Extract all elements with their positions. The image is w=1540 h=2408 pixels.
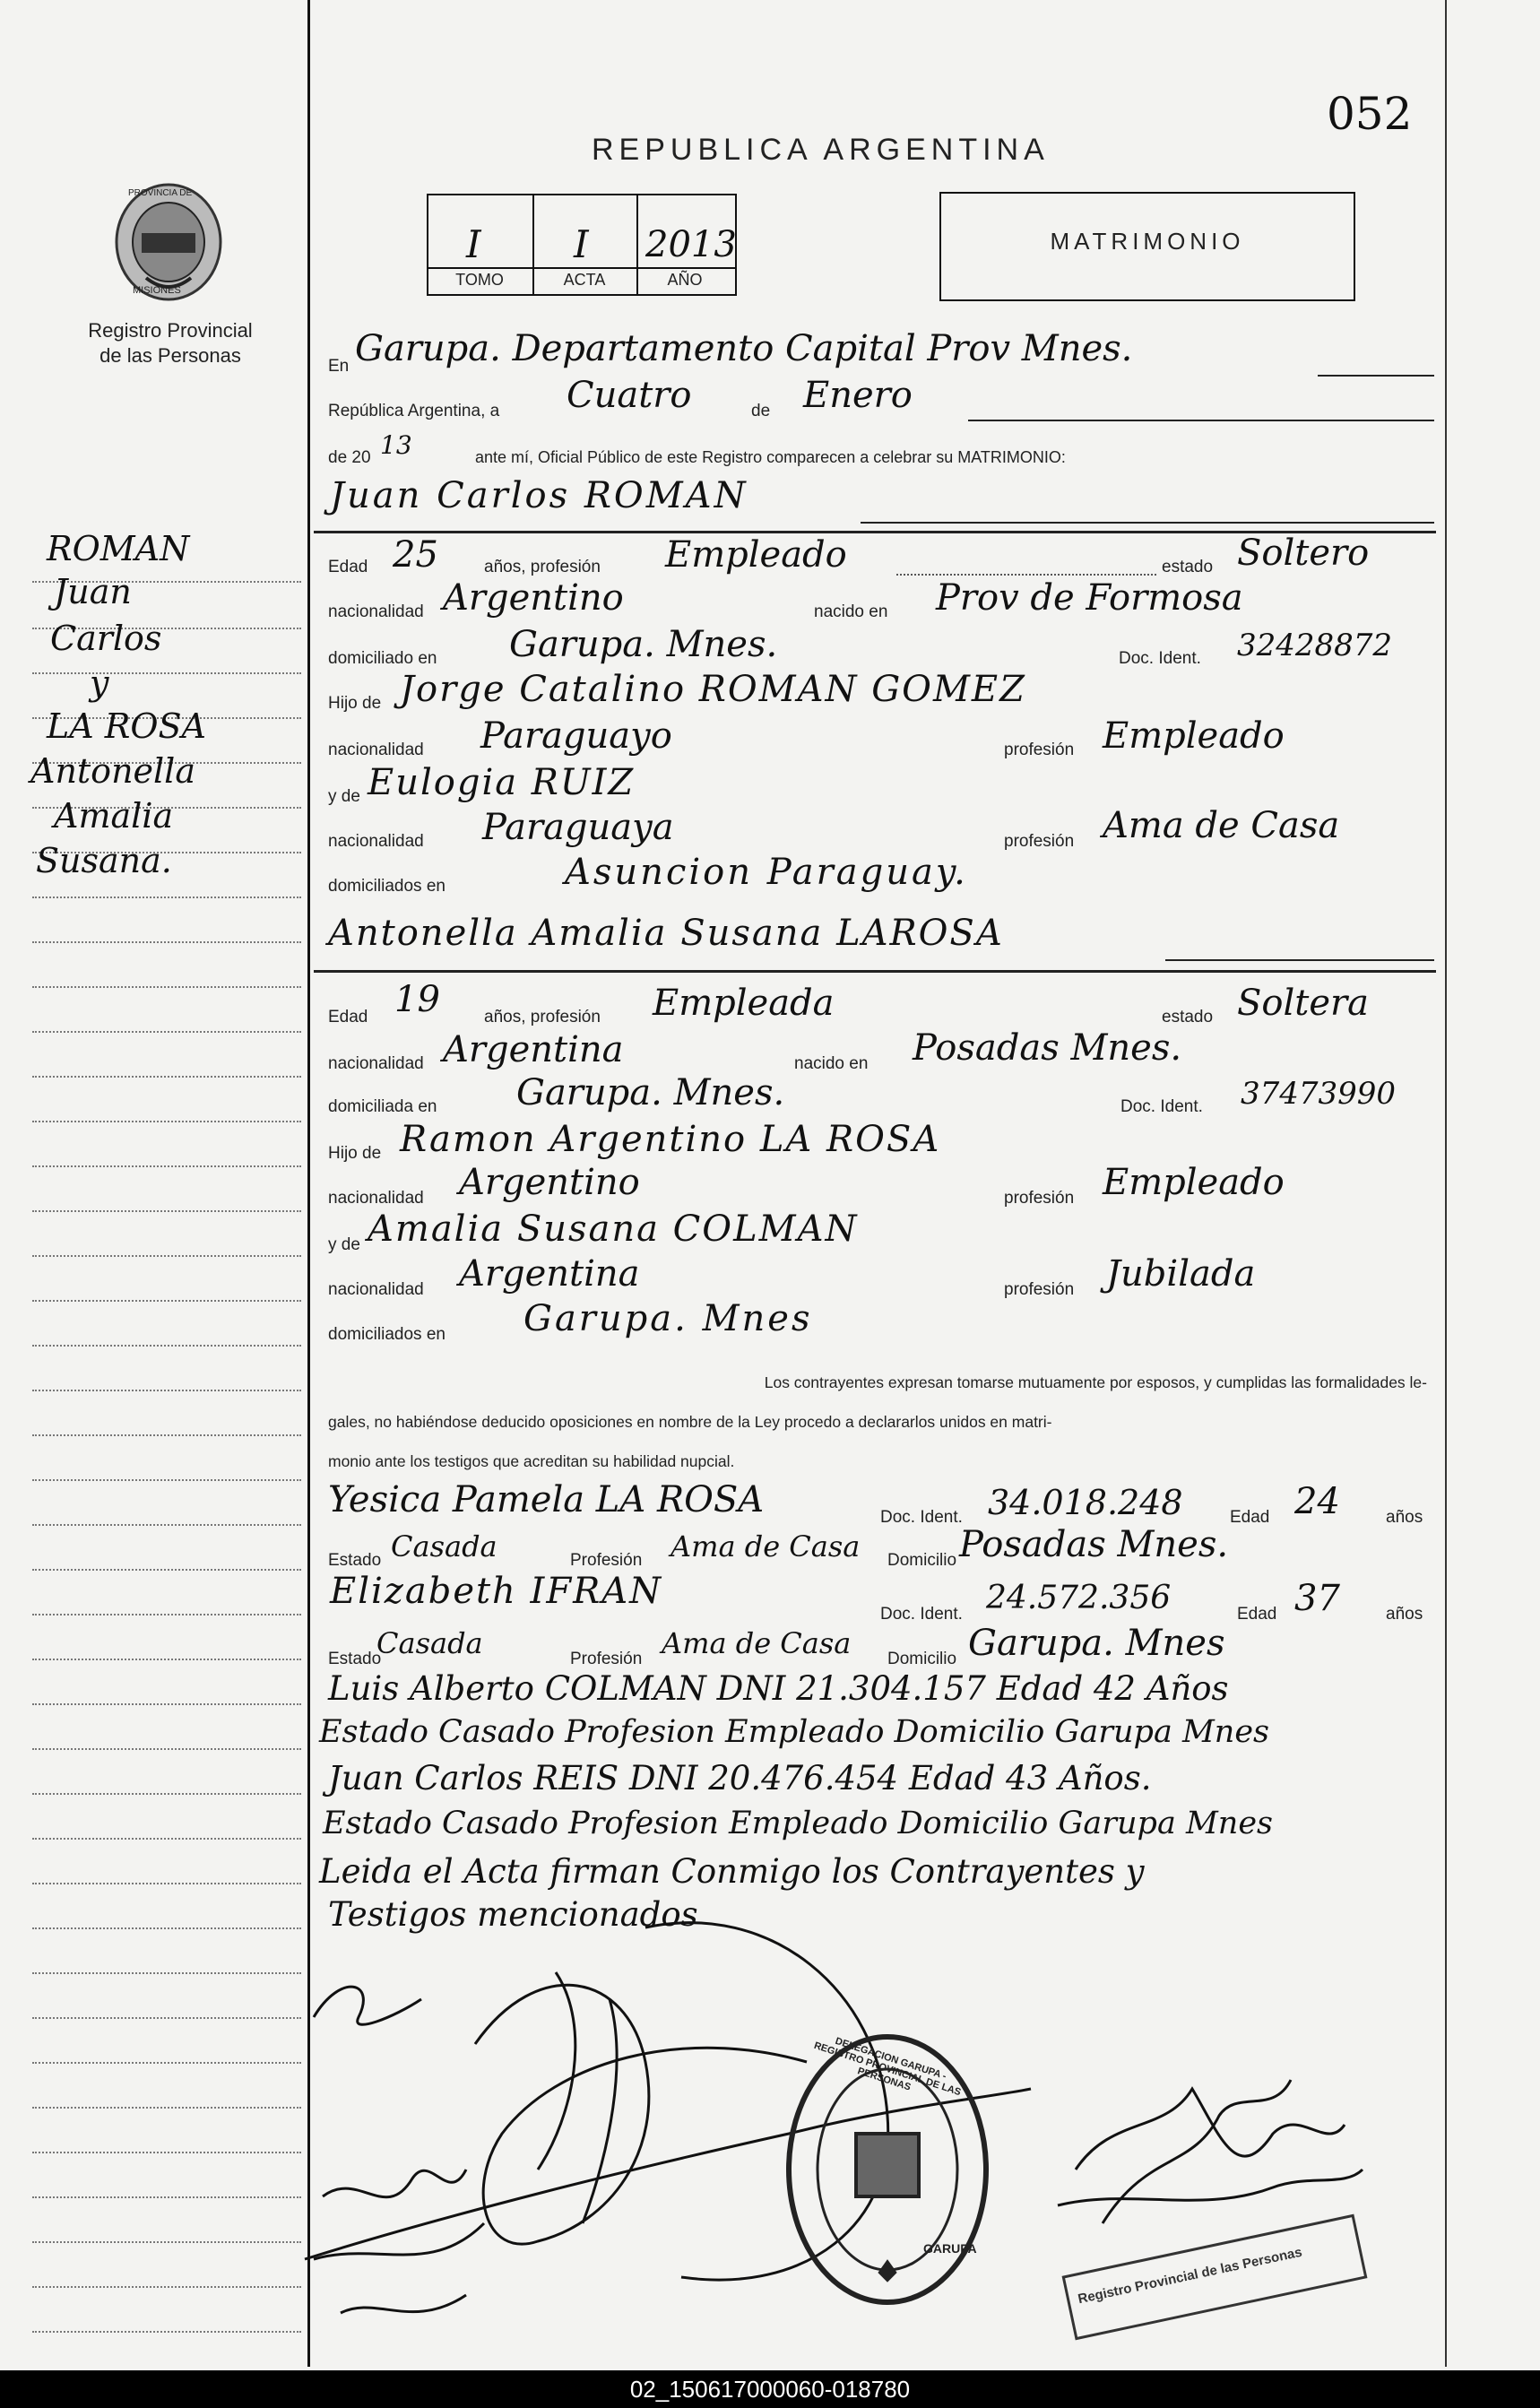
c2-padre-prof: Empleado: [1103, 1162, 1285, 1203]
c2-padres-dom: Garupa. Mnes: [523, 1298, 813, 1339]
act-dia: Cuatro: [567, 375, 692, 416]
seal-top-text: PROVINCIA DE: [128, 188, 193, 198]
agency-line2: de las Personas: [99, 344, 241, 367]
c1-padres-dom: Asuncion Paraguay.: [565, 852, 968, 893]
act-mes: Enero: [803, 375, 913, 416]
t2-profesion: Ama de Casa: [662, 1626, 852, 1660]
c1-label-estado: estado: [1162, 558, 1214, 576]
c1-label-nac: nacionalidad: [328, 602, 424, 621]
margin-note-6: Amalia: [54, 796, 174, 836]
c2-label-dom: domiciliada en: [328, 1097, 437, 1116]
margin-note-4: LA ROSA: [47, 706, 206, 746]
c1-domicilio: Garupa. Mnes.: [509, 624, 778, 665]
c1-padre-prof: Empleado: [1103, 715, 1285, 757]
c2-estado: Soltera: [1237, 983, 1369, 1024]
t2-doc: 24.572.356: [986, 1580, 1172, 1616]
t1-label-doc: Doc. Ident.: [880, 1508, 963, 1527]
c2-label-madre-prof: profesión: [1004, 1280, 1075, 1299]
c2-nacido-en: Posadas Mnes.: [913, 1027, 1182, 1069]
page-number: 052: [1327, 88, 1413, 140]
margin-note-2: Carlos: [50, 619, 162, 658]
c1-nombre: Juan Carlos ROMAN: [330, 475, 748, 516]
c2-label-doc: Doc. Ident.: [1120, 1097, 1203, 1116]
c2-madre-prof: Jubilada: [1106, 1253, 1256, 1295]
t2-label-prof: Profesión: [570, 1650, 643, 1668]
t2-label-dom: Domicilio: [887, 1650, 957, 1668]
c2-label-nac: nacionalidad: [328, 1054, 424, 1073]
c1-padre-nac: Paraguayo: [480, 715, 672, 757]
c2-label-y-de: y de: [328, 1235, 360, 1254]
declaration-line-1: gales, no habiéndose deducido oposiciones en nombre de la Ley procedo a declararlos unidos en matri-: [328, 1413, 1052, 1431]
t2-edad: 37: [1294, 1578, 1340, 1619]
c1-label-hijo: Hijo de: [328, 694, 382, 713]
c2-doc: 37473990: [1241, 1076, 1397, 1112]
c2-label-anos-prof: años, profesión: [484, 1008, 601, 1026]
c1-doc: 32428872: [1237, 628, 1393, 663]
c2-profesion: Empleada: [653, 983, 835, 1024]
stamp-ring-text: DELEGACION GARUPA - REGISTRO PROVINCIAL DE LAS PERSONAS: [812, 2035, 963, 2099]
agency-line1: Registro Provincial: [88, 319, 253, 342]
t1-label-estado: Estado: [328, 1551, 382, 1570]
c1-madre: Eulogia RUIZ: [368, 762, 636, 803]
country-title: REPUBLICA ARGENTINA: [592, 133, 1050, 167]
act-type: MATRIMONIO: [1050, 228, 1245, 255]
c2-nombre: Antonella Amalia Susana LAROSA: [328, 913, 1004, 954]
c2-label-hijo: Hijo de: [328, 1144, 382, 1163]
note-line-2: Juan Carlos REIS DNI 20.476.454 Edad 43 Años.: [328, 1759, 1152, 1797]
c1-label-ydé: y de: [328, 787, 360, 806]
t1-doc: 34.018.248: [988, 1483, 1183, 1522]
margin-note-1: Juan: [54, 572, 132, 611]
c2-label-estado: estado: [1162, 1008, 1214, 1026]
label-de-20: de 20: [328, 448, 371, 467]
t2-label-estado: Estado: [328, 1650, 382, 1668]
margin-note-0: ROMAN: [47, 529, 190, 568]
c2-madre-nac: Argentina: [459, 1253, 640, 1295]
tomo-label: TOMO: [455, 271, 504, 289]
anio-label: AÑO: [667, 271, 703, 289]
t2-nombre: Elizabeth IFRAN: [330, 1571, 663, 1612]
note-line-4: Leida el Acta firman Conmigo los Contrayentes y: [319, 1852, 1145, 1891]
t1-estado: Casada: [391, 1529, 497, 1563]
t2-label-anos: años: [1386, 1605, 1423, 1624]
c1-label-padre-prof: profesión: [1004, 741, 1075, 759]
c2-edad: 19: [394, 979, 440, 1020]
t2-label-edad: Edad: [1237, 1605, 1277, 1624]
c1-nacionalidad: Argentino: [443, 577, 624, 619]
note-line-5: Testigos mencionados: [328, 1895, 698, 1934]
c2-madre: Amalia Susana COLMAN: [368, 1208, 859, 1250]
c2-label-madre-nac: nacionalidad: [328, 1280, 424, 1299]
declaration-line-0: Los contrayentes expresan tomarse mutuamente por esposos, y cumplidas las formalidades le-: [764, 1373, 1427, 1391]
c1-madre-prof: Ama de Casa: [1103, 805, 1340, 846]
c1-label-doc: Doc. Ident.: [1119, 649, 1201, 668]
t1-label-anos: años: [1386, 1508, 1423, 1527]
registry-stamp-text: Registro Provincial de las Personas: [1077, 2244, 1304, 2308]
t2-domicilio: Garupa. Mnes: [968, 1623, 1225, 1664]
t1-profesion: Ama de Casa: [671, 1529, 861, 1563]
acta-label: ACTA: [563, 271, 606, 289]
t1-nombre: Yesica Pamela LA ROSA: [328, 1479, 765, 1520]
c1-label-padre-nac: nacionalidad: [328, 741, 424, 759]
t1-label-prof: Profesión: [570, 1551, 643, 1570]
c2-domicilio: Garupa. Mnes.: [516, 1072, 785, 1113]
c1-estado: Soltero: [1237, 533, 1370, 574]
t1-label-dom: Domicilio: [887, 1551, 957, 1570]
c2-padre-nac: Argentino: [459, 1162, 640, 1203]
t2-label-doc: Doc. Ident.: [880, 1605, 963, 1624]
c2-padre: Ramon Argentino LA ROSA: [400, 1119, 941, 1160]
anio-value: 2013: [645, 224, 737, 265]
note-line-1: Estado Casado Profesion Empleado Domicilio Garupa Mnes: [319, 1714, 1269, 1750]
note-line-3: Estado Casado Profesion Empleado Domicilio Garupa Mnes: [323, 1806, 1273, 1841]
label-republica: República Argentina, a: [328, 402, 500, 420]
signature-icon: [305, 1923, 1363, 2313]
c1-label-madre-prof: profesión: [1004, 832, 1075, 851]
act-lugar: Garupa. Departamento Capital Prov Mnes.: [355, 328, 1133, 369]
act-anio-suffix: 13: [380, 430, 412, 460]
t2-estado: Casada: [376, 1626, 483, 1660]
c2-nacionalidad: Argentina: [443, 1029, 624, 1070]
acta-value: I: [574, 222, 589, 266]
t1-label-edad: Edad: [1230, 1508, 1270, 1527]
c2-label-padre-nac: nacionalidad: [328, 1189, 424, 1208]
margin-note-5: Antonella: [30, 751, 195, 791]
c2-label-padres-dom: domiciliados en: [328, 1325, 446, 1344]
c1-madre-nac: Paraguaya: [482, 807, 674, 848]
label-de-mes: de: [751, 402, 771, 420]
tomo-value: I: [466, 222, 481, 266]
c1-profesion: Empleado: [665, 534, 847, 576]
c1-nacido-en: Prov de Formosa: [936, 577, 1243, 619]
c2-label-edad: Edad: [328, 1008, 368, 1026]
t1-domicilio: Posadas Mnes.: [959, 1524, 1229, 1565]
c1-edad: 25: [393, 534, 438, 576]
c1-label-anos-prof: años, profesión: [484, 558, 601, 576]
margin-note-3: y: [90, 663, 109, 703]
c1-label-padres-dom: domiciliados en: [328, 877, 446, 896]
c1-padre: Jorge Catalino ROMAN GOMEZ: [400, 669, 1026, 710]
declaration-line-2: monio ante los testigos que acreditan su habilidad nupcial.: [328, 1452, 735, 1470]
c1-label-madre-nac: nacionalidad: [328, 832, 424, 851]
note-line-0: Luis Alberto COLMAN DNI 21.304.157 Edad 42 Años: [328, 1669, 1229, 1708]
footer-code: 02_150617000060-018780: [629, 2376, 911, 2403]
t1-edad: 24: [1294, 1481, 1340, 1522]
c2-label-padre-prof: profesión: [1004, 1189, 1075, 1208]
c1-label-dom: domiciliado en: [328, 649, 437, 668]
label-en: En: [328, 357, 350, 376]
label-ante: ante mí, Oficial Público de este Registro comparecen a celebrar su MATRIMONIO:: [475, 448, 1066, 466]
c1-label-nacido: nacido en: [814, 602, 888, 621]
margin-note-7: Susana.: [36, 841, 172, 880]
c2-label-nacido: nacido en: [794, 1054, 869, 1073]
seal-bottom-text: MISIONES: [133, 285, 181, 296]
stamp-center-text: GARUPA: [923, 2241, 977, 2256]
c1-label-edad: Edad: [328, 558, 368, 576]
